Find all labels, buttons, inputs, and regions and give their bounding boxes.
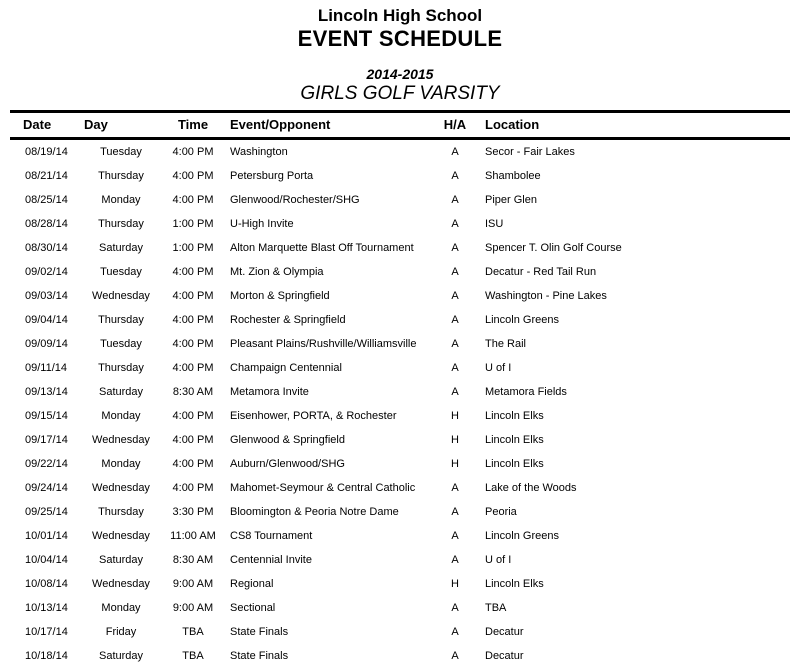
date-cell: 09/13/14 <box>25 386 68 399</box>
date-cell: 10/01/14 <box>25 530 68 543</box>
team-name: GIRLS GOLF VARSITY <box>300 82 500 104</box>
location-cell: Lincoln Greens <box>485 314 559 327</box>
location-cell: Lake of the Woods <box>485 482 577 495</box>
location-cell: Lincoln Elks <box>485 458 544 471</box>
day-cell: Wednesday <box>92 530 150 543</box>
schedule-table <box>10 110 790 666</box>
time-cell: 4:00 PM <box>172 290 214 303</box>
ha-cell: A <box>451 170 459 183</box>
ha-cell: A <box>451 506 459 519</box>
table-row <box>10 212 790 236</box>
time-cell: 9:00 AM <box>172 578 214 591</box>
day-cell: Thursday <box>98 506 144 519</box>
date-cell: 09/11/14 <box>25 362 68 375</box>
event-cell: U-High Invite <box>230 218 294 231</box>
date-cell: 09/09/14 <box>25 338 68 351</box>
table-row <box>10 404 790 428</box>
date-cell: 09/02/14 <box>25 266 68 279</box>
table-row <box>10 476 790 500</box>
time-cell: 4:00 PM <box>172 146 214 159</box>
location-cell: Decatur <box>485 626 524 639</box>
location-cell: Lincoln Elks <box>485 410 544 423</box>
table-row <box>10 260 790 284</box>
date-cell: 08/25/14 <box>25 194 68 207</box>
event-cell: Petersburg Porta <box>230 170 314 183</box>
table-row <box>10 236 790 260</box>
ha-cell: H <box>451 578 459 591</box>
table-row <box>10 380 790 404</box>
location-cell: Peoria <box>485 506 517 519</box>
document-header <box>0 0 800 105</box>
date-cell: 09/22/14 <box>25 458 68 471</box>
event-cell: Morton & Springfield <box>230 290 330 303</box>
day-cell: Friday <box>105 626 137 639</box>
table-row <box>10 356 790 380</box>
day-cell: Saturday <box>98 554 144 567</box>
table-row <box>10 452 790 476</box>
time-cell: 8:30 AM <box>172 554 214 567</box>
column-header-time: Time <box>177 117 209 133</box>
time-cell: 4:00 PM <box>172 458 214 471</box>
date-cell: 09/17/14 <box>25 434 68 447</box>
date-cell: 10/13/14 <box>25 602 68 615</box>
date-cell: 09/24/14 <box>25 482 68 495</box>
day-cell: Monday <box>101 602 141 615</box>
location-cell: U of I <box>485 554 512 567</box>
day-cell: Monday <box>101 410 141 423</box>
ha-cell: H <box>451 458 459 471</box>
document-title: EVENT SCHEDULE <box>297 26 503 52</box>
day-cell: Tuesday <box>100 266 142 279</box>
time-cell: 4:00 PM <box>172 170 214 183</box>
ha-cell: H <box>451 434 459 447</box>
ha-cell: A <box>451 218 459 231</box>
time-cell: 4:00 PM <box>172 434 214 447</box>
table-row <box>10 524 790 548</box>
event-cell: Metamora Invite <box>230 386 309 399</box>
table-header <box>10 112 790 139</box>
event-cell: Washington <box>230 146 288 159</box>
ha-cell: A <box>451 554 459 567</box>
location-cell: Lincoln Elks <box>485 434 544 447</box>
column-header-location: Location <box>485 117 540 133</box>
day-cell: Wednesday <box>92 434 150 447</box>
time-cell: 3:30 PM <box>172 506 214 519</box>
ha-cell: A <box>451 242 459 255</box>
ha-cell: A <box>451 194 459 207</box>
schedule-body <box>10 139 790 666</box>
day-cell: Monday <box>101 194 141 207</box>
time-cell: 4:00 PM <box>172 314 214 327</box>
date-cell: 09/04/14 <box>25 314 68 327</box>
date-cell: 08/21/14 <box>25 170 68 183</box>
time-cell: TBA <box>182 650 204 663</box>
time-cell: 4:00 PM <box>172 266 214 279</box>
date-cell: 08/30/14 <box>25 242 68 255</box>
event-cell: Champaign Centennial <box>230 362 342 375</box>
table-row <box>10 596 790 620</box>
event-cell: State Finals <box>230 650 289 663</box>
table-row <box>10 164 790 188</box>
day-cell: Saturday <box>98 650 144 663</box>
day-cell: Saturday <box>98 386 144 399</box>
location-cell: Decatur <box>485 650 524 663</box>
date-cell: 09/15/14 <box>25 410 68 423</box>
school-name: Lincoln High School <box>317 6 483 25</box>
ha-cell: A <box>451 362 459 375</box>
time-cell: 8:30 AM <box>172 386 214 399</box>
column-header-date: Date <box>23 117 52 133</box>
event-cell: Mahomet-Seymour & Central Catholic <box>230 482 416 495</box>
event-cell: Eisenhower, PORTA, & Rochester <box>230 410 397 423</box>
time-cell: 4:00 PM <box>172 194 214 207</box>
table-row <box>10 572 790 596</box>
day-cell: Wednesday <box>92 290 150 303</box>
ha-cell: A <box>451 146 459 159</box>
location-cell: Secor - Fair Lakes <box>485 146 575 159</box>
event-cell: Glenwood & Springfield <box>230 434 345 447</box>
time-cell: 4:00 PM <box>172 482 214 495</box>
table-row <box>10 620 790 644</box>
event-cell: Auburn/Glenwood/SHG <box>230 458 345 471</box>
location-cell: Washington - Pine Lakes <box>485 290 607 303</box>
event-cell: Bloomington & Peoria Notre Dame <box>230 506 399 519</box>
ha-cell: A <box>451 530 459 543</box>
event-cell: Centennial Invite <box>230 554 312 567</box>
ha-cell: A <box>451 338 459 351</box>
location-cell: Spencer T. Olin Golf Course <box>485 242 622 255</box>
table-row <box>10 139 790 165</box>
ha-cell: A <box>451 482 459 495</box>
location-cell: Metamora Fields <box>485 386 567 399</box>
table-row <box>10 644 790 666</box>
ha-cell: A <box>451 650 459 663</box>
location-cell: Shambolee <box>485 170 541 183</box>
location-cell: The Rail <box>485 338 526 351</box>
time-cell: 1:00 PM <box>172 242 214 255</box>
ha-cell: H <box>451 410 459 423</box>
time-cell: 4:00 PM <box>172 338 214 351</box>
day-cell: Thursday <box>98 362 144 375</box>
date-cell: 09/25/14 <box>25 506 68 519</box>
day-cell: Thursday <box>98 218 144 231</box>
day-cell: Saturday <box>98 242 144 255</box>
date-cell: 08/28/14 <box>25 218 68 231</box>
event-cell: Regional <box>230 578 274 591</box>
day-cell: Tuesday <box>100 338 142 351</box>
ha-cell: A <box>451 266 459 279</box>
time-cell: 11:00 AM <box>170 530 216 543</box>
location-cell: TBA <box>485 602 507 615</box>
ha-cell: A <box>451 626 459 639</box>
location-cell: Lincoln Elks <box>485 578 544 591</box>
location-cell: ISU <box>485 218 504 231</box>
event-cell: Alton Marquette Blast Off Tournament <box>230 242 414 255</box>
day-cell: Tuesday <box>100 146 142 159</box>
event-cell: Sectional <box>230 602 276 615</box>
table-row <box>10 500 790 524</box>
table-row <box>10 332 790 356</box>
location-cell: Decatur - Red Tail Run <box>485 266 597 279</box>
event-cell: Rochester & Springfield <box>230 314 346 327</box>
ha-cell: A <box>451 314 459 327</box>
event-cell: Mt. Zion & Olympia <box>230 266 324 279</box>
column-header-event: Event/Opponent <box>230 117 331 133</box>
table-row <box>10 188 790 212</box>
day-cell: Wednesday <box>92 482 150 495</box>
time-cell: 1:00 PM <box>172 218 214 231</box>
day-cell: Wednesday <box>92 578 150 591</box>
header-row <box>10 112 790 139</box>
date-cell: 09/03/14 <box>25 290 68 303</box>
event-cell: State Finals <box>230 626 289 639</box>
location-cell: Piper Glen <box>485 194 537 207</box>
location-cell: Lincoln Greens <box>485 530 559 543</box>
ha-cell: A <box>451 602 459 615</box>
ha-cell: A <box>451 386 459 399</box>
table-row <box>10 284 790 308</box>
time-cell: 9:00 AM <box>172 602 214 615</box>
ha-cell: A <box>451 290 459 303</box>
event-cell: Glenwood/Rochester/SHG <box>230 194 360 207</box>
season-label: 2014-2015 <box>366 65 434 82</box>
date-cell: 10/17/14 <box>25 626 68 639</box>
time-cell: 4:00 PM <box>172 410 214 423</box>
date-cell: 10/18/14 <box>25 650 68 663</box>
table-row <box>10 308 790 332</box>
event-cell: Pleasant Plains/Rushville/Williamsville <box>230 338 417 351</box>
date-cell: 10/04/14 <box>25 554 68 567</box>
column-header-day: Day <box>84 117 108 133</box>
event-cell: CS8 Tournament <box>230 530 313 543</box>
time-cell: TBA <box>182 626 204 639</box>
table-row <box>10 548 790 572</box>
location-cell: U of I <box>485 362 512 375</box>
date-cell: 08/19/14 <box>25 146 68 159</box>
time-cell: 4:00 PM <box>172 362 214 375</box>
date-cell: 10/08/14 <box>25 578 68 591</box>
day-cell: Monday <box>101 458 141 471</box>
day-cell: Thursday <box>98 170 144 183</box>
column-header-ha: H/A <box>443 117 467 133</box>
table-row <box>10 428 790 452</box>
day-cell: Thursday <box>98 314 144 327</box>
